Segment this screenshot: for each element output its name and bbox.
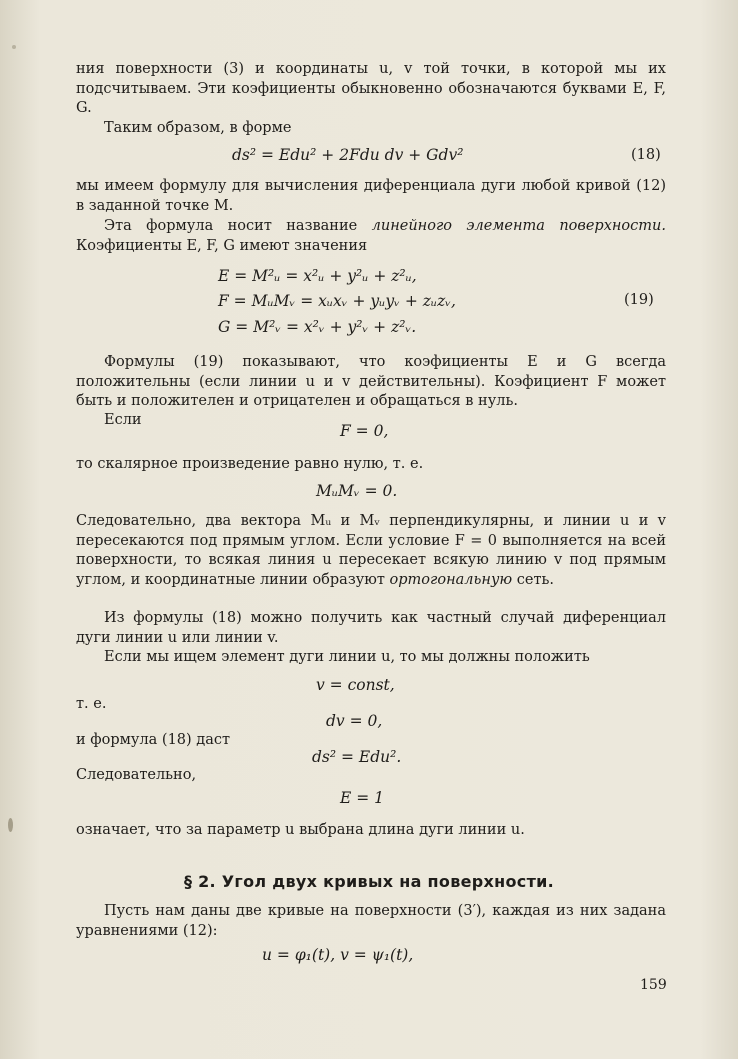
page-number: 159 (640, 977, 667, 993)
p4-text-c: Коэфициенты E, F, G имеют значения (76, 237, 368, 254)
formula-dv-zero: dv = 0, (326, 712, 383, 730)
formula-ds-edu: ds² = Edu². (312, 748, 402, 766)
paragraph-4 (76, 217, 666, 256)
p4-term: линейного элемента поверхности. (371, 218, 666, 234)
formula-f-zero: F = 0, (340, 422, 389, 440)
paragraph-7 (76, 512, 666, 590)
section-heading: § 2. Угол двух кривых на поверхности. (183, 872, 555, 891)
formula-19-line-3: G = M²ᵥ = x²ᵥ + y²ᵥ + z²ᵥ. (218, 318, 417, 336)
p7-text-a: Следовательно, два вектора Mᵤ и Mᵥ перпендикулярны, и линии u и v пересекаются под прямым углом. Если условие F = 0 выполняется на всей поверхности, то всякая линия u пересекает всякую линию v под прямым углом, и координатные линии образуют (76, 513, 666, 588)
formula-19-line-1: E = M²ᵤ = x²ᵤ + y²ᵤ + z²ᵤ, (218, 267, 417, 285)
paragraph-6: то скалярное произведение равно нулю, т. е. (76, 456, 424, 472)
paragraph-9: Если мы ищем элемент дуги линии u, то мы должны положить (104, 649, 590, 665)
paragraph-8: Из формулы (18) можно получить как частный случай диференциал дуги линии u или линии v. (76, 610, 666, 646)
equation-number-18: (18) (631, 147, 661, 163)
formula-mm-zero: MᵤMᵥ = 0. (316, 482, 398, 500)
formula-18: ds² = Edu² + 2Fdu dv + Gdv² (232, 146, 464, 164)
paragraph-5-if: Если (104, 412, 142, 428)
paragraph-10: и формула (18) даст (76, 732, 230, 748)
formula-19-line-2: F = MᵤMᵥ = xᵤxᵥ + yᵤyᵥ + zᵤzᵥ, (218, 292, 456, 310)
paper-speck (8, 818, 13, 832)
paper-speck (12, 45, 16, 49)
formula-v-const: v = const, (316, 676, 395, 694)
paragraph-1: ния поверхности (3) и координаты u, v той точки, в которой мы их подсчитываем. Эти коэфициенты обыкновенно обозначаются буквами E, F, G. (76, 61, 666, 116)
p4-text-a: Эта формула носит название (104, 218, 372, 234)
p7-term: ортогональную (389, 571, 513, 588)
formula-e-one: E = 1 (340, 789, 385, 807)
paragraph-11: Следовательно, (76, 767, 197, 783)
paragraph-3: мы имеем формулу для вычисления диференциала дуги любой кривой (12) в заданной точке M. (76, 178, 666, 214)
text-te: т. е. (76, 696, 107, 712)
equation-number-19: (19) (624, 292, 654, 308)
paragraph-12: означает, что за параметр u выбрана длина дуги линии u. (76, 822, 525, 838)
p7-text-c: сеть. (512, 571, 554, 588)
paragraph-5: Формулы (19) показывают, что коэфициенты E и G всегда положительны (если линии u и v действительны). Коэфициент F может быть и положителен и отрицателен и обращаться в нуль. (76, 354, 666, 409)
formula-parametric: u = φ₁(t), v = ψ₁(t), (262, 946, 414, 964)
paragraph-13: Пусть нам даны две кривые на поверхности (3′), каждая из них задана уравнениями (12): (76, 903, 666, 939)
paragraph-2: Таким образом, в форме (104, 120, 292, 136)
